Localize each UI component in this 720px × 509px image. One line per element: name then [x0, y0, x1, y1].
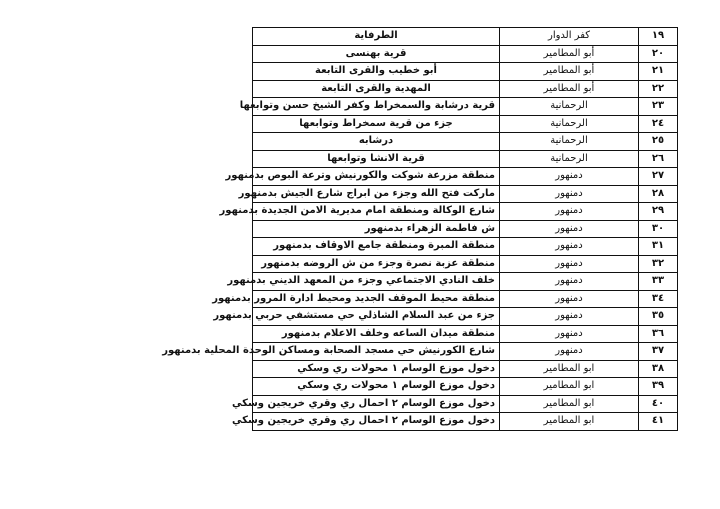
row-number-cell: ٢٠	[639, 45, 678, 63]
center-name-cell: الرحمانية	[500, 115, 639, 133]
center-name-cell: ابو المطامير	[500, 413, 639, 431]
row-number-cell: ٢٩	[639, 203, 678, 221]
row-number-cell: ٣٧	[639, 343, 678, 361]
table-row	[253, 168, 678, 186]
area-description-cell: دخول موزع الوسام ٢ احمال ري وقري خريجين وسكي	[253, 413, 500, 431]
area-description-cell: دخول موزع الوسام ١ محولات ري وسكي	[253, 360, 500, 378]
area-description-cell: منطقة مزرعة شوكت والكورنيش وترعة البوص بدمنهور	[253, 168, 500, 186]
row-number-cell: ٢١	[639, 63, 678, 81]
table-row	[253, 185, 678, 203]
row-number-cell: ٢٤	[639, 115, 678, 133]
center-name-cell: دمنهور	[500, 290, 639, 308]
area-description-cell: شارع الوكالة ومنطقة امام مديرية الامن الجديدة بدمنهور	[253, 203, 500, 221]
row-number-cell: ٣١	[639, 238, 678, 256]
row-number-cell: ٤١	[639, 413, 678, 431]
center-name-cell: ابو المطامير	[500, 360, 639, 378]
area-description-cell: أبو خطيب والقرى التابعة	[253, 63, 500, 81]
center-name-cell: ابو المطامير	[500, 395, 639, 413]
table-row	[253, 115, 678, 133]
table-row	[253, 255, 678, 273]
area-description-cell: منطقة عزبة نصرة وجزء من ش الروضه بدمنهور	[253, 255, 500, 273]
center-name-cell: الرحمانية	[500, 133, 639, 151]
area-description-cell: منطقة المبرة ومنطقة جامع الاوقاف بدمنهور	[253, 238, 500, 256]
table-row	[253, 325, 678, 343]
row-number-cell: ٢٣	[639, 98, 678, 116]
table-row	[253, 238, 678, 256]
table-row	[253, 203, 678, 221]
center-name-cell: الرحمانية	[500, 98, 639, 116]
table-row	[253, 343, 678, 361]
area-description-cell: دخول موزع الوسام ٢ احمال ري وقري خريجين وسكي	[253, 395, 500, 413]
table-row	[253, 360, 678, 378]
table-row	[253, 63, 678, 81]
center-name-cell: دمنهور	[500, 220, 639, 238]
table-row	[253, 290, 678, 308]
center-name-cell: ابو المطامير	[500, 378, 639, 396]
area-description-cell: جزء من قرية سمخراط وتوابعها	[253, 115, 500, 133]
center-name-cell: دمنهور	[500, 185, 639, 203]
row-number-cell: ٣٤	[639, 290, 678, 308]
row-number-cell: ٢٨	[639, 185, 678, 203]
row-number-cell: ٣٨	[639, 360, 678, 378]
table-row	[253, 98, 678, 116]
area-description-cell: ماركت فتح الله وجزء من ابراج شارع الجيش بدمنهور	[253, 185, 500, 203]
row-number-cell: ٣٦	[639, 325, 678, 343]
center-name-cell: دمنهور	[500, 203, 639, 221]
center-name-cell: دمنهور	[500, 238, 639, 256]
table-row	[253, 308, 678, 326]
table-row	[253, 28, 678, 46]
center-name-cell: دمنهور	[500, 273, 639, 291]
row-number-cell: ٣٣	[639, 273, 678, 291]
table-row	[253, 80, 678, 98]
center-name-cell: دمنهور	[500, 325, 639, 343]
row-number-cell: ٢٥	[639, 133, 678, 151]
area-description-cell: جزء من عبد السلام الشاذلي حي مستشفي حربي بدمنهور	[253, 308, 500, 326]
area-description-cell: قرية الانشا وتوابعها	[253, 150, 500, 168]
row-number-cell: ٤٠	[639, 395, 678, 413]
center-name-cell: دمنهور	[500, 308, 639, 326]
row-number-cell: ٣٥	[639, 308, 678, 326]
row-number-cell: ٣٢	[639, 255, 678, 273]
table-row	[253, 395, 678, 413]
row-number-cell: ٣٠	[639, 220, 678, 238]
center-name-cell: دمنهور	[500, 343, 639, 361]
table-row	[253, 413, 678, 431]
center-name-cell: أبو المطامير	[500, 63, 639, 81]
area-description-cell: الطرفاية	[253, 28, 500, 46]
table-row	[253, 220, 678, 238]
center-name-cell: الرحمانية	[500, 150, 639, 168]
area-description-cell: ش فاطمة الزهراء بدمنهور	[253, 220, 500, 238]
area-description-cell: قرية بهنسى	[253, 45, 500, 63]
table-row	[253, 378, 678, 396]
row-number-cell: ١٩	[639, 28, 678, 46]
area-description-cell: المهدية والقرى التابعة	[253, 80, 500, 98]
area-description-cell: منطقة ميدان الساعه وخلف الاعلام بدمنهور	[253, 325, 500, 343]
area-description-cell: قرية درشابة والسمخراط وكفر الشيخ حسن وتوابعها	[253, 98, 500, 116]
table-row	[253, 133, 678, 151]
row-number-cell: ٢٢	[639, 80, 678, 98]
area-description-cell: شارع الكورنيش حي مسجد الصحابة ومساكن الوحدة المحلية بدمنهور	[253, 343, 500, 361]
area-description-cell: دخول موزع الوسام ١ محولات ري وسكي	[253, 378, 500, 396]
area-description-cell: منطقة محيط الموقف الجديد ومحيط ادارة المرور بدمنهور	[253, 290, 500, 308]
center-name-cell: كفر الدوار	[500, 28, 639, 46]
center-name-cell: أبو المطامير	[500, 45, 639, 63]
outage-areas-table	[162, 27, 678, 431]
table-body	[162, 28, 678, 431]
area-description-cell: خلف النادي الاجتماعي وجزء من المعهد الديني بدمنهور	[253, 273, 500, 291]
row-number-cell: ٣٩	[639, 378, 678, 396]
area-description-cell: درشابه	[253, 133, 500, 151]
row-number-cell: ٢٦	[639, 150, 678, 168]
table-row	[253, 273, 678, 291]
center-name-cell: أبو المطامير	[500, 80, 639, 98]
table-row	[253, 45, 678, 63]
table-row	[253, 150, 678, 168]
row-number-cell: ٢٧	[639, 168, 678, 186]
center-name-cell: دمنهور	[500, 168, 639, 186]
center-name-cell: دمنهور	[500, 255, 639, 273]
